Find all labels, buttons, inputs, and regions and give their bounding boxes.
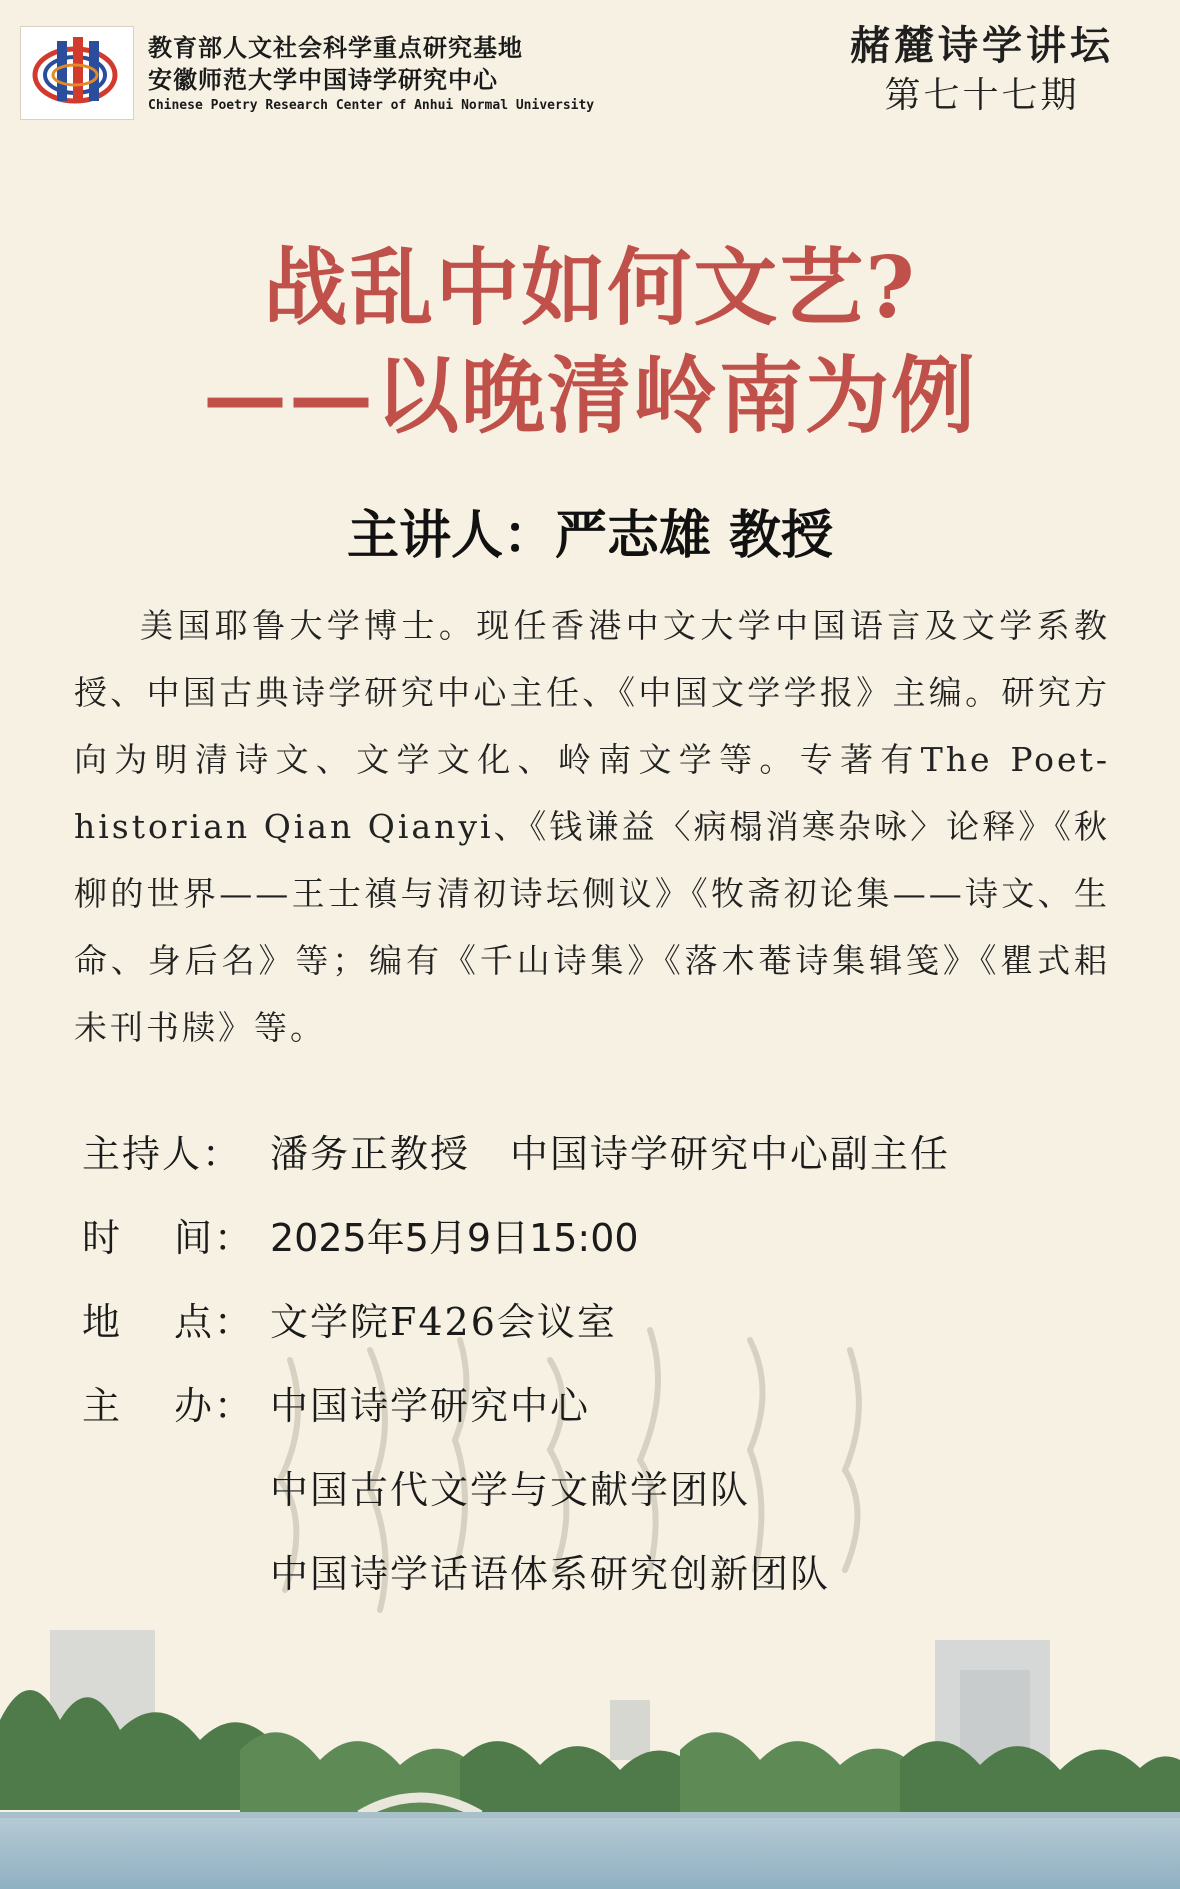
organization-block: [148, 32, 594, 116]
organizer-row: [82, 1380, 590, 1432]
time-value: 2025年5月9日15:00: [270, 1216, 639, 1260]
place-label-b: 点：: [174, 1300, 255, 1344]
time-label-a: 时: [82, 1216, 123, 1260]
lecture-title-line2: ——以晚清岭南为例: [202, 346, 977, 445]
lecture-title-line1: 战乱中如何文艺?: [263, 238, 917, 337]
organizer-item: 中国古代文学与文献学团队: [270, 1468, 751, 1512]
org-name-line1: 教育部人文社会科学重点研究基地: [148, 33, 523, 62]
org-name-english: Chinese Poetry Research Center of Anhui Normal University: [148, 98, 595, 113]
place-label-a: 地: [82, 1300, 123, 1344]
host-value: 潘务正教授 中国诗学研究中心副主任: [270, 1132, 951, 1176]
time-label-b: 间：: [174, 1216, 255, 1260]
time-label: [82, 1212, 270, 1264]
place-value: 文学院F426会议室: [270, 1300, 617, 1344]
org-name-line2: 安徽师范大学中国诗学研究中心: [148, 65, 498, 94]
forum-name: 赭麓诗学讲坛: [850, 22, 1114, 69]
organizer-label-a: 主: [82, 1384, 123, 1428]
forum-issue: 第七十七期: [884, 75, 1080, 116]
institute-logo-icon: [20, 26, 134, 120]
campus-scenery-icon: [0, 1600, 1180, 1889]
forum-block: [842, 20, 1122, 120]
speaker-heading: 主讲人：严志雄 教授: [346, 506, 834, 566]
organizer-item: 中国诗学话语体系研究创新团队: [270, 1552, 831, 1596]
organizer-label-b: 办：: [174, 1384, 255, 1428]
place-label: [82, 1296, 270, 1348]
host-row: [82, 1128, 950, 1180]
organizer-label: [82, 1380, 270, 1432]
time-row: [82, 1212, 639, 1264]
host-label: 主持人：: [82, 1132, 243, 1176]
organizer-item: 中国诗学研究中心: [270, 1384, 591, 1428]
place-row: [82, 1296, 617, 1348]
speaker-bio: 美国耶鲁大学博士。现任香港中文大学中国语言及文学系教授、中国古典诗学研究中心主任、《中国文学学报》主编。研究方向为明清诗文、文学文化、岭南文学等。专著有The Poet-historian Qian Qianyi、《钱谦益〈病榻消寒杂咏〉论释》《秋柳的世界——王士禛与清初诗坛侧议》《牧斋初论集——诗文、生命、身后名》等；编有《千山诗集》《落木菴诗集辑笺》《瞿式耜未刊书牍》等。: [74, 606, 1110, 1047]
